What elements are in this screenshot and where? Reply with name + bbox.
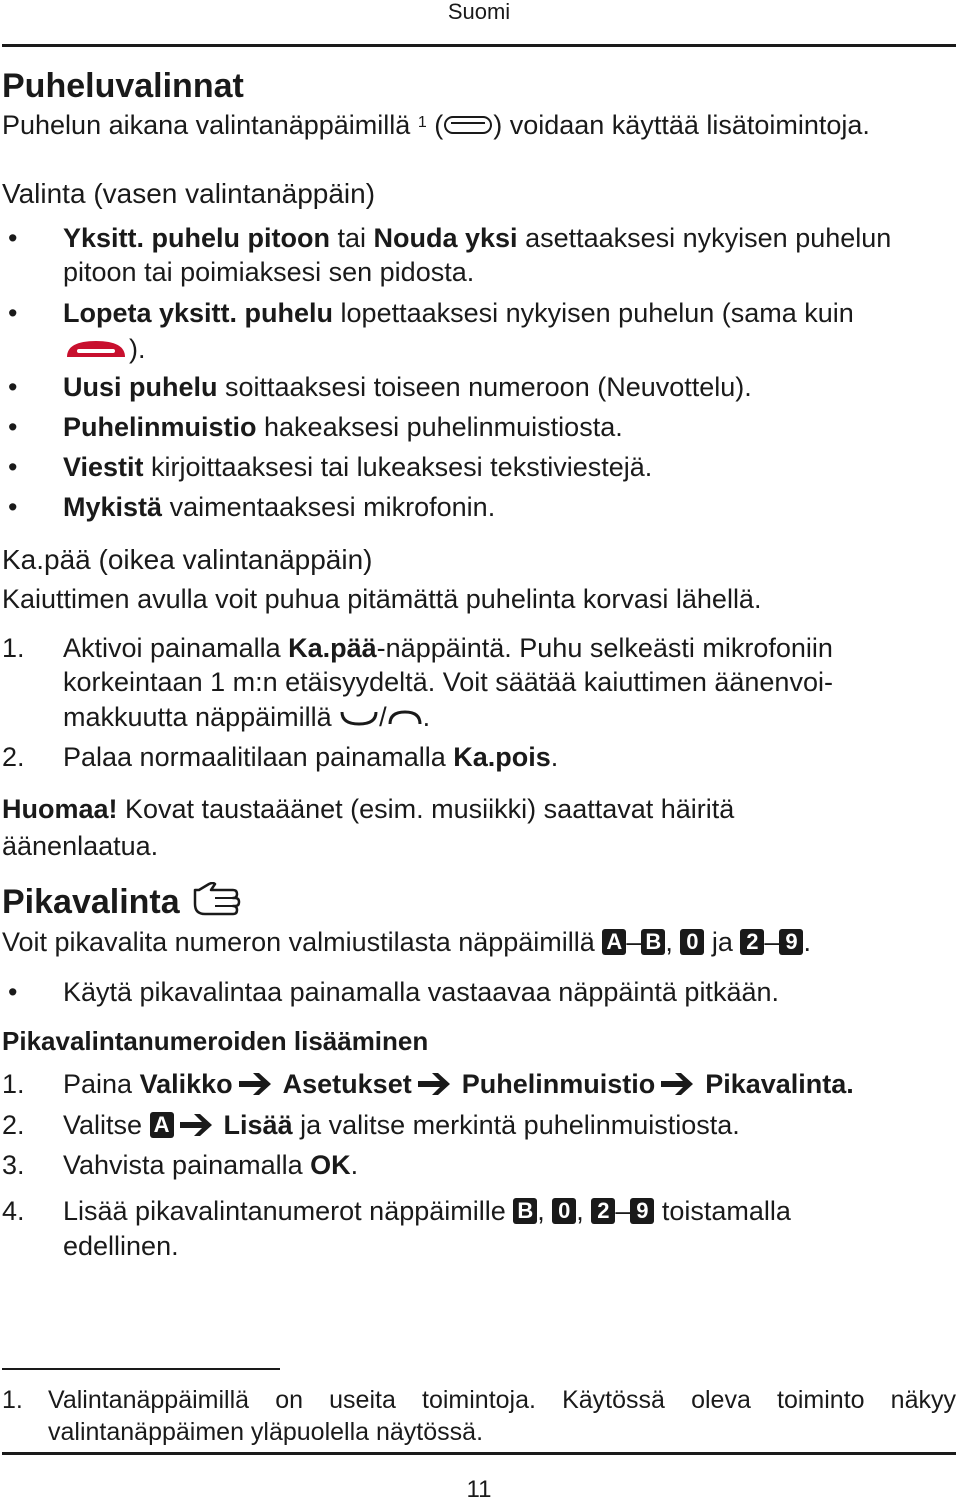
step-number: 1.	[2, 1069, 25, 1099]
add-speed-dial-heading: Pikavalintanumeroiden lisääminen	[2, 1026, 429, 1056]
bullet: •	[8, 223, 18, 253]
step-text-cont: edellinen.	[63, 1231, 179, 1261]
step-number: 1.	[2, 633, 25, 663]
list-item-cont: pitoon tai poimiaksesi sen pidosta.	[63, 257, 475, 287]
step-text: Palaa normaalitilaan painamalla Ka.pois.	[63, 742, 559, 772]
footnote-rule	[2, 1368, 280, 1370]
call-options-intro	[2, 108, 870, 142]
key-9: 9	[779, 929, 803, 955]
footer-rule	[2, 1452, 956, 1455]
arrow-right-icon	[237, 1070, 279, 1098]
step-text: Paina Valikko Asetukset Puhelinmuistio Pikavalinta.	[63, 1069, 854, 1099]
step-text-cont: makkuutta näppäimillä / .	[63, 702, 431, 732]
key-b: B	[641, 929, 665, 955]
list-item: Puhelinmuistio hakeaksesi puhelinmuistiosta.	[63, 412, 623, 442]
speed-dial-bullet: Käytä pikavalintaa painamalla vastaavaa näppäintä pitkään.	[63, 977, 779, 1007]
key-9: 9	[630, 1198, 654, 1224]
step-number: 2.	[2, 1110, 25, 1140]
section-title-call-options: Puheluvalinnat	[2, 67, 244, 105]
step-text: Aktivoi painamalla Ka.pää-näppäintä. Puhu selkeästi mikrofoniin	[63, 633, 833, 663]
header-language: Suomi	[447, 0, 511, 24]
selection-keys-icon	[443, 114, 493, 136]
step-text: Lisää pikavalintanumerot näppäimille B , 0 , 2 – 9 toistamalla	[63, 1196, 791, 1226]
list-item: Lopeta yksitt. puhelu lopettaaksesi nykyisen puhelun (sama kuin	[63, 298, 854, 328]
bullet: •	[8, 452, 18, 482]
intro-text: Puhelun aikana valintanäppäimillä	[2, 110, 411, 140]
intro-text-end: ) voidaan käyttää lisätoimintoja.	[493, 110, 870, 140]
right-key-heading: Ka.pää (oikea valintanäppäin)	[2, 544, 373, 575]
bullet: •	[8, 298, 18, 328]
bullet: •	[8, 412, 18, 442]
bullet: •	[8, 492, 18, 522]
step-text: Valitse A Lisää ja valitse merkintä puhelinmuistiosta.	[63, 1110, 740, 1140]
page-number: 11	[466, 1476, 492, 1503]
left-key-heading: Valinta (vasen valintanäppäin)	[2, 178, 376, 209]
arrow-right-icon	[659, 1070, 701, 1098]
footnote-mark: 1	[417, 114, 427, 131]
section-title-speed-dial: Pikavalinta	[2, 882, 243, 922]
key-2: 2	[591, 1198, 615, 1224]
key-0: 0	[680, 929, 704, 955]
list-item: Viestit kirjoittaaksesi tai lukeaksesi tekstiviestejä.	[63, 452, 653, 482]
end-call-key-icon	[63, 337, 129, 361]
list-item: Uusi puhelu soittaaksesi toiseen numeroon (Neuvottelu).	[63, 372, 752, 402]
note-cont: äänenlaatua.	[2, 831, 159, 861]
volume-down-key-icon	[339, 706, 379, 728]
step-text: Vahvista painamalla OK.	[63, 1150, 359, 1180]
list-item: Mykistä vaimentaaksesi mikrofonin.	[63, 492, 496, 522]
note: Huomaa! Kovat taustaäänet (esim. musiikki) saattavat häiritä	[2, 794, 735, 824]
key-a: A	[150, 1112, 174, 1138]
header-rule	[2, 44, 956, 47]
list-item-cont: ).	[63, 332, 146, 366]
hand-point-icon	[189, 882, 243, 918]
step-text-cont: korkeintaan 1 m:n etäisyydeltä. Voit säätää kaiuttimen äänenvoi-	[63, 667, 833, 697]
bullet: •	[8, 977, 18, 1007]
intro-paren: (	[434, 110, 444, 140]
footnote-text: Valintanäppäimillä on useita toimintoja. Käytössä oleva toiminto näkyy	[48, 1386, 956, 1414]
step-number: 3.	[2, 1150, 25, 1180]
step-number: 2.	[2, 742, 25, 772]
footnote-number: 1.	[2, 1386, 23, 1414]
arrow-right-icon	[178, 1111, 220, 1139]
arrow-right-icon	[416, 1070, 458, 1098]
volume-up-key-icon	[387, 706, 423, 728]
list-item: Yksitt. puhelu pitoon tai Nouda yksi asettaaksesi nykyisen puhelun	[63, 223, 892, 253]
speed-dial-intro: Voit pikavalita numeron valmiustilasta näppäimillä A – B , 0 ja 2 – 9 .	[2, 927, 811, 957]
key-a: A	[602, 929, 626, 955]
key-b: B	[513, 1198, 537, 1224]
key-2: 2	[740, 929, 764, 955]
step-number: 4.	[2, 1196, 25, 1226]
footnote-text-cont: valintanäppäimen yläpuolella näytössä.	[48, 1418, 484, 1446]
speaker-intro: Kaiuttimen avulla voit puhua pitämättä puhelinta korvasi lähellä.	[2, 584, 762, 614]
key-0: 0	[552, 1198, 576, 1224]
bullet: •	[8, 372, 18, 402]
